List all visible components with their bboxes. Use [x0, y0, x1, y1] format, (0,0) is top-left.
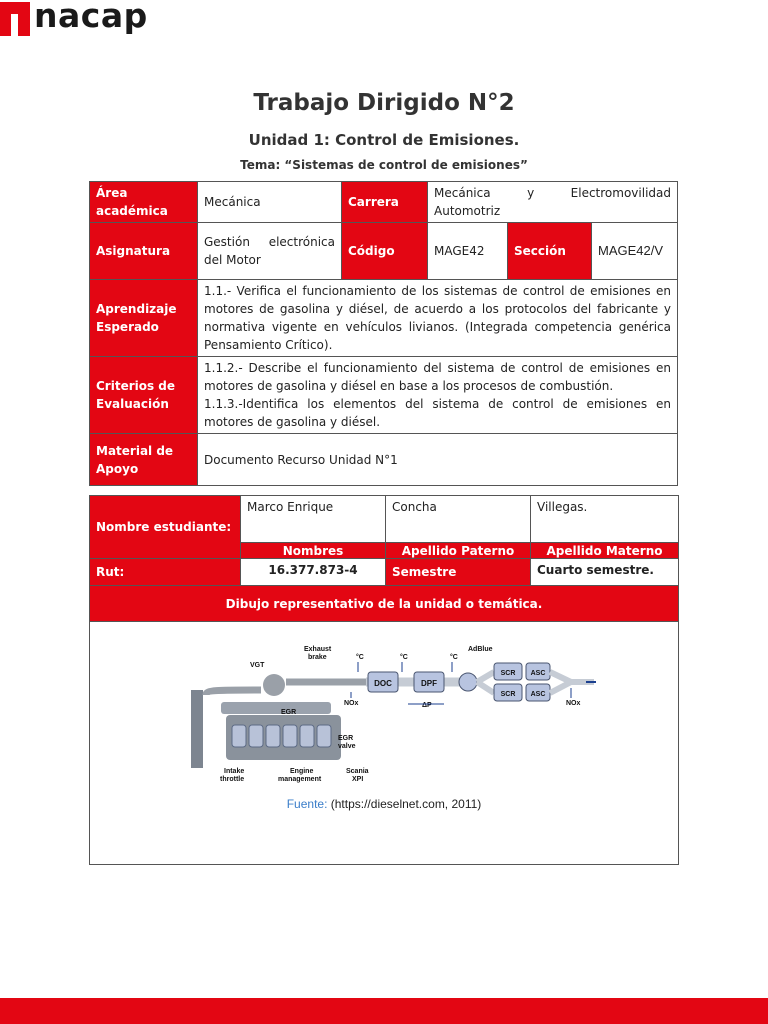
area-label: Área académica: [90, 182, 198, 223]
criterio-2: 1.1.3.-Identifica los elementos del sistema de control de emisiones en motores de gasolina y diésel.: [204, 397, 671, 429]
criterio-1: 1.1.2.- Describe el funcionamiento del sistema de control de emisiones en motores de gasolina y diésel en base a los procesos de combustión.: [204, 361, 671, 393]
material-label: Material de Apoyo: [90, 434, 198, 486]
student-nombres: Marco Enrique: [241, 496, 386, 543]
logo-text: nacap: [34, 0, 148, 35]
material-value: Documento Recurso Unidad N°1: [198, 434, 678, 486]
drawing-title: Dibujo representativo de la unidad o temática.: [90, 586, 679, 622]
topic-title: Tema: “Sistemas de control de emisiones”: [240, 158, 528, 172]
scr-bottom-label: SCR: [500, 691, 516, 698]
student-name-label: Nombre estudiante:: [90, 496, 241, 559]
temp-label-3: °C: [450, 654, 458, 661]
source-value: (https://dieselnet.com, 2011): [327, 797, 482, 811]
aprendizaje-value: 1.1.- Verifica el funcionamiento de los sistemas de control de emisiones en motores de gasolina y diésel, de acuerdo a los protocolos del fabricante y normativa vigente en vehículos livianos. (Integrada competencia genérica Pensamiento Crítico).: [198, 280, 678, 357]
course-info-table: [89, 181, 678, 486]
intake-label-1: Intake: [224, 768, 245, 775]
dpf-label: DPF: [421, 679, 437, 688]
source-key: Fuente:: [286, 797, 328, 811]
logo-mark-icon: [0, 2, 30, 36]
engine-mgmt-label-1: Engine: [290, 768, 314, 775]
codigo-label: Código: [342, 223, 428, 280]
student-paterno: Concha: [386, 496, 531, 543]
scania-label-2: XPI: [352, 776, 364, 783]
asc-top-label: ASC: [530, 670, 546, 677]
exhaust-label: Exhaust: [304, 646, 332, 653]
criterios-value: [198, 357, 678, 434]
adblue-label: AdBlue: [468, 646, 493, 653]
student-materno: Villegas.: [531, 496, 679, 543]
carrera-value: Mecánica y Electromovilidad Automotriz: [428, 182, 678, 223]
asc-bottom-label: ASC: [530, 691, 546, 698]
egr-label: EGR: [281, 709, 297, 716]
paterno-header: Apellido Paterno: [386, 543, 531, 559]
aprendizaje-label: Aprendizaje Esperado: [90, 280, 198, 357]
nox-label-1: NOx: [344, 700, 359, 707]
egr-valve-label-2: valve: [338, 743, 356, 750]
intercooler-shape: [191, 690, 203, 768]
delta-p-label: ΔP: [422, 702, 432, 709]
nox-label-2: NOx: [566, 700, 581, 707]
semestre-label: Semestre: [386, 559, 531, 586]
temp-label-1: °C: [356, 654, 364, 661]
seccion-value: MAGE42/V: [592, 223, 678, 280]
seccion-label: Sección: [508, 223, 592, 280]
codigo-value: MAGE42: [428, 223, 508, 280]
egr-valve-label-1: EGR: [338, 735, 354, 742]
criterios-label: Criterios de Evaluación: [90, 357, 198, 434]
doc-label: DOC: [374, 679, 392, 688]
engine-mgmt-label-2: management: [278, 776, 322, 783]
vgt-label: VGT: [250, 662, 265, 669]
scania-label-1: Scania: [346, 768, 369, 775]
scr-top-label: SCR: [500, 670, 516, 677]
footer-bar: [0, 998, 768, 1024]
intake-label-2: throttle: [220, 776, 245, 783]
rut-label: Rut:: [90, 559, 241, 586]
inacap-logo: [0, 0, 148, 40]
area-value: Mecánica: [198, 182, 342, 223]
temp-label-2: °C: [400, 654, 408, 661]
source-citation: [0, 797, 768, 811]
adblue-doser-shape: [459, 673, 477, 691]
semestre-value: Cuarto semestre.: [531, 559, 679, 586]
asignatura-label: Asignatura: [90, 223, 198, 280]
nombres-header: Nombres: [241, 543, 386, 559]
page-title: Trabajo Dirigido N°2: [253, 90, 515, 116]
rut-value: 16.377.873-4: [241, 559, 386, 586]
egr-cooler-shape: [221, 702, 331, 714]
brake-label: brake: [308, 654, 327, 661]
asignatura-value: Gestión electrónica del Motor: [198, 223, 342, 280]
vgt-turbo-shape: [263, 674, 285, 696]
unit-title: Unidad 1: Control de Emisiones.: [248, 131, 520, 149]
materno-header: Apellido Materno: [531, 543, 679, 559]
carrera-label: Carrera: [342, 182, 428, 223]
emission-system-diagram: [186, 640, 606, 790]
